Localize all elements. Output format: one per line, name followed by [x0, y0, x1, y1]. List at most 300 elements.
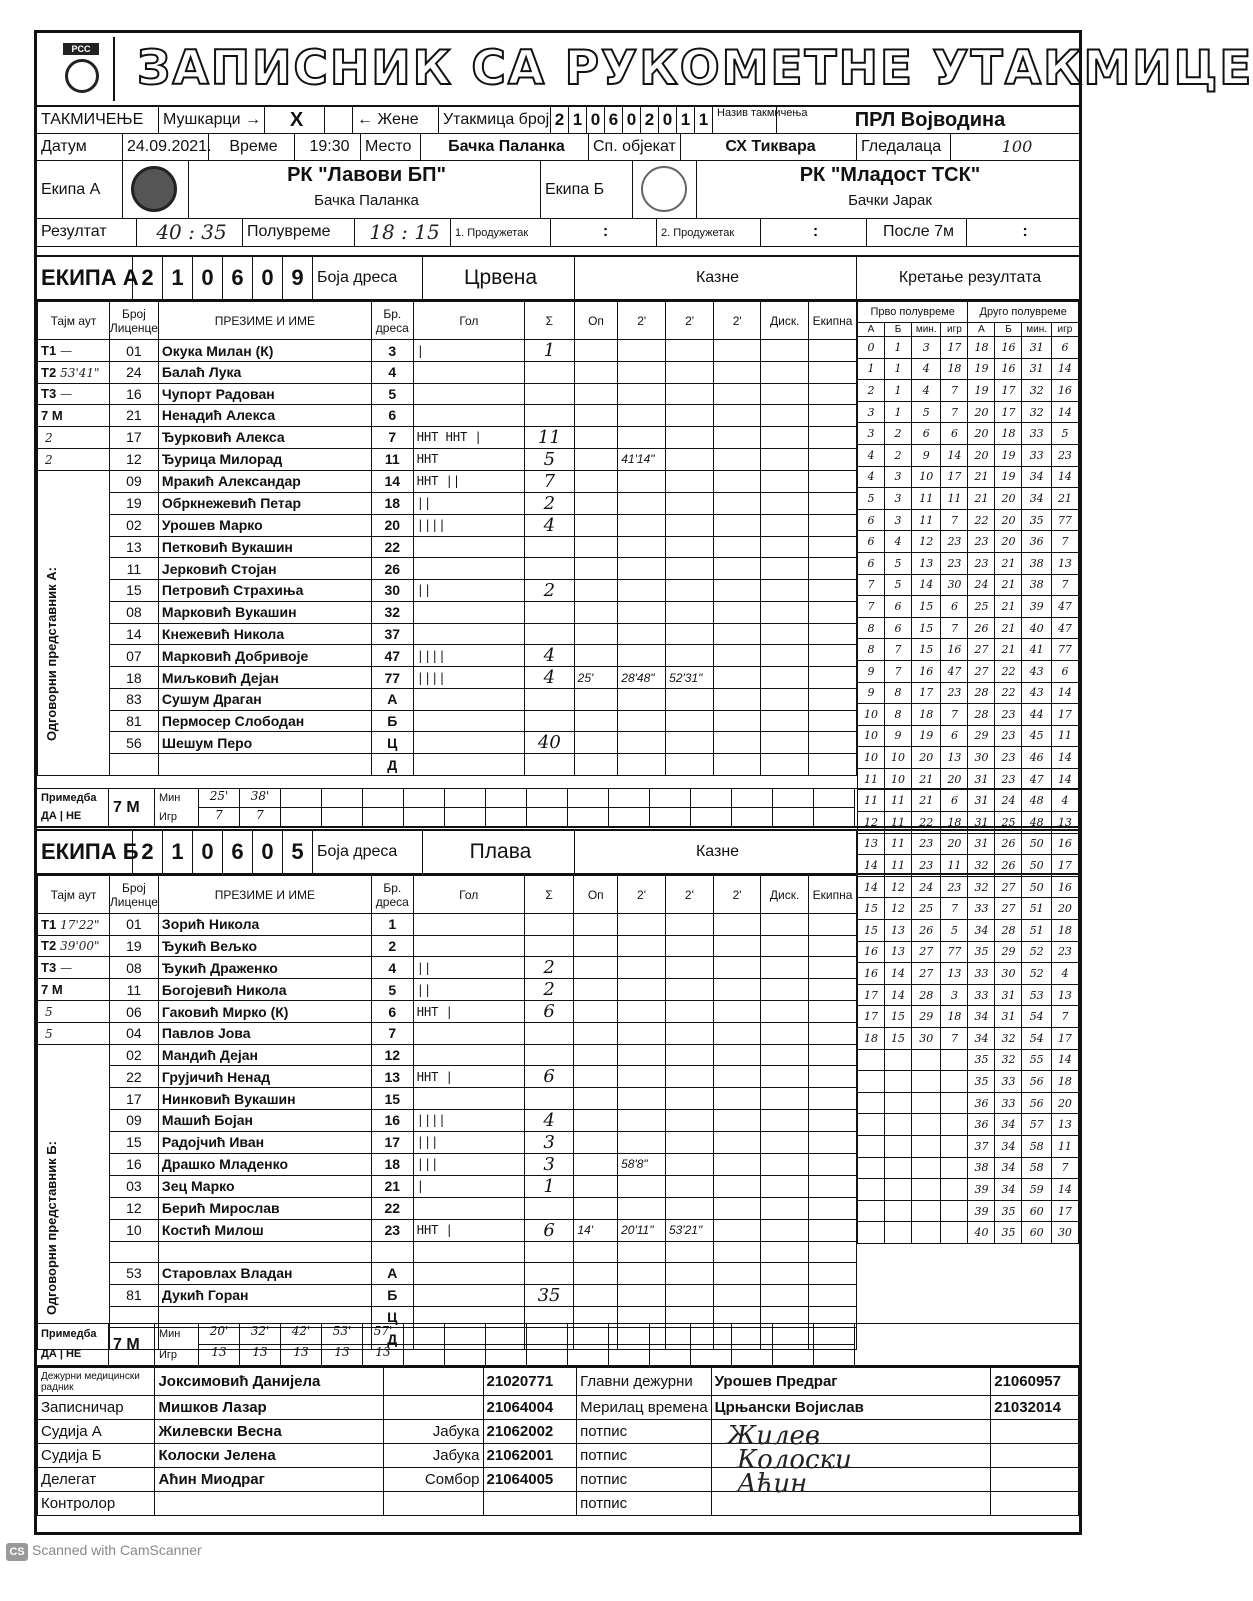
progress-cell: 32 — [995, 1028, 1022, 1050]
progress-cell: 11 — [1051, 1135, 1078, 1157]
player-jersey: 32 — [371, 601, 413, 623]
official-license: 21064005 — [483, 1468, 577, 1492]
progress-cell: 23 — [941, 552, 968, 574]
progress-cell: 7 — [1051, 531, 1078, 553]
progress-cell: 14 — [885, 963, 912, 985]
player-lic: 02 — [109, 514, 158, 536]
player-team-penalty — [809, 492, 857, 514]
progress-cell — [885, 1179, 912, 1201]
player-name: Гаковић Мирко (К) — [158, 1001, 371, 1023]
player-lic: 16 — [109, 1153, 158, 1175]
player-warning — [574, 1241, 618, 1263]
progress-cell: 32 — [968, 855, 995, 877]
progress-cell: 17 — [858, 984, 885, 1006]
player-jersey: 18 — [371, 492, 413, 514]
federation-logo — [45, 37, 115, 101]
player-two-min-1 — [618, 1284, 666, 1306]
progress-cell — [912, 1092, 941, 1114]
player-name: Нинковић Вукашин — [158, 1088, 371, 1110]
team-b-remark-row — [37, 1323, 1079, 1367]
men-mark: X — [265, 107, 325, 133]
player-name: Петковић Вукашин — [158, 536, 371, 558]
seven-m-minute: 42' — [281, 1324, 321, 1345]
player-sum — [524, 1197, 574, 1219]
table-row — [38, 1044, 857, 1066]
player-two-min-3 — [714, 536, 761, 558]
progress-cell: 14 — [1051, 401, 1078, 423]
progress-cell: 6 — [941, 423, 968, 445]
progress-cell: 6 — [858, 552, 885, 574]
player-warning — [574, 340, 618, 362]
player-sum: 40 — [525, 732, 575, 754]
progress-row — [858, 358, 1079, 380]
player-two-min-2 — [665, 1088, 713, 1110]
progress-cell — [885, 1114, 912, 1136]
table-row — [38, 1066, 857, 1088]
player-goals — [413, 536, 524, 558]
progress-cell: 10 — [858, 704, 885, 726]
player-two-min-1 — [618, 1023, 666, 1045]
progress-cell: 5 — [941, 920, 968, 942]
progress-cell: 18 — [941, 358, 968, 380]
progress-cell: 23 — [941, 531, 968, 553]
player-two-min-3 — [714, 405, 761, 427]
player-team-penalty — [809, 914, 857, 936]
progress-cell: 60 — [1022, 1200, 1051, 1222]
player-two-min-1 — [618, 645, 666, 667]
player-jersey: А — [371, 689, 413, 711]
column-header: 2' — [713, 876, 760, 914]
table-row — [38, 1023, 857, 1045]
player-lic: 15 — [109, 579, 158, 601]
spacer — [325, 107, 353, 133]
progress-cell: 26 — [995, 833, 1022, 855]
player-lic: 21 — [109, 405, 158, 427]
progress-column-header: Б — [885, 323, 912, 337]
player-sum: 11 — [525, 426, 575, 448]
player-two-min-2 — [665, 935, 713, 957]
progress-cell: 20 — [941, 833, 968, 855]
player-goals — [413, 1023, 524, 1045]
progress-cell: 3 — [885, 466, 912, 488]
seven-m-player: 13 — [334, 1344, 350, 1359]
progress-cell: 13 — [1051, 1114, 1078, 1136]
player-jersey: Д — [371, 754, 413, 776]
match-no-label: Утакмица број — [439, 107, 551, 133]
column-header: 2' — [665, 876, 713, 914]
player-two-min-3 — [713, 1263, 760, 1285]
player-warning — [574, 1066, 618, 1088]
progress-cell: 17 — [995, 380, 1022, 402]
progress-cell: 43 — [1022, 682, 1051, 704]
player-disq — [761, 601, 809, 623]
progress-cell: 15 — [885, 1028, 912, 1050]
progress-cell: 32 — [1022, 380, 1051, 402]
progress-cell — [885, 1222, 912, 1244]
column-header: Број Лиценце — [109, 876, 158, 914]
player-goals: HHT | — [413, 1001, 524, 1023]
progress-cell: 31 — [968, 768, 995, 790]
player-two-min-1 — [618, 1175, 666, 1197]
player-warning — [574, 405, 618, 427]
progress-row — [858, 1092, 1079, 1114]
progress-cell: 10 — [858, 747, 885, 769]
timeout-value: — — [60, 387, 73, 402]
progress-cell: 50 — [1022, 855, 1051, 877]
progress-cell: 17 — [912, 682, 941, 704]
progress-cell: 33 — [995, 1092, 1022, 1114]
player-warning — [574, 426, 618, 448]
team-b-name: РК "Младост ТСК" — [799, 164, 981, 186]
player-disq — [761, 935, 809, 957]
half-score: 18 : 15 — [355, 219, 451, 246]
column-header: Диск. — [761, 876, 809, 914]
player-disq — [761, 754, 809, 776]
player-jersey: Д — [371, 1328, 413, 1350]
progress-cell: 30 — [912, 1028, 941, 1050]
player-team-penalty — [809, 448, 857, 470]
player-disq — [761, 1241, 809, 1263]
progress-cell: 27 — [968, 639, 995, 661]
progress-row — [858, 488, 1079, 510]
player-two-min-3 — [714, 426, 761, 448]
player-disq — [761, 1153, 809, 1175]
table-header — [38, 876, 857, 914]
progress-cell: 40 — [1022, 617, 1051, 639]
player-two-min-2 — [666, 514, 714, 536]
player-sum — [525, 754, 575, 776]
progress-cell: 54 — [1022, 1006, 1051, 1028]
player-warning — [574, 1197, 618, 1219]
progress-cell: 19 — [995, 466, 1022, 488]
player-lic: 14 — [109, 623, 158, 645]
player-name: Обркнежевић Петар — [158, 492, 371, 514]
progress-cell: 20 — [912, 747, 941, 769]
player-warning — [574, 1263, 618, 1285]
player-team-penalty — [809, 579, 857, 601]
progress-cell: 11 — [885, 855, 912, 877]
column-header: 2' — [618, 876, 666, 914]
seven-m-cell — [363, 1324, 404, 1365]
player-two-min-1 — [618, 426, 666, 448]
match-number-digit: 1 — [569, 107, 587, 133]
player-two-min-3 — [714, 514, 761, 536]
progress-subheader — [858, 323, 1079, 337]
progress-cell: 6 — [885, 596, 912, 618]
progress-cell: 51 — [1022, 920, 1051, 942]
timeout-cell — [38, 448, 110, 470]
referee-b-signature: Колоски — [737, 1445, 852, 1475]
progress-cell: 14 — [1051, 768, 1078, 790]
player-disq — [761, 1088, 809, 1110]
player-name: Петровић Страхиња — [158, 579, 371, 601]
player-two-min-1 — [618, 536, 666, 558]
player-disq — [761, 1175, 809, 1197]
progress-cell: 23 — [912, 833, 941, 855]
progress-cell: 20 — [968, 423, 995, 445]
player-sum — [525, 710, 575, 732]
player-goals — [413, 1197, 524, 1219]
progress-cell: 11 — [885, 833, 912, 855]
progress-cell: 7 — [941, 704, 968, 726]
progress-cell: 32 — [968, 876, 995, 898]
table-row — [38, 689, 857, 711]
venue-label: Сп. објекат — [589, 134, 681, 160]
player-lic: 08 — [109, 601, 158, 623]
progress-row — [858, 1028, 1079, 1050]
player-two-min-1 — [618, 979, 666, 1001]
progress-cell: 41 — [1022, 639, 1051, 661]
progress-cell: 16 — [1051, 833, 1078, 855]
progress-cell: 23 — [1051, 941, 1078, 963]
official-row — [38, 1492, 1079, 1516]
team-code-digit: 0 — [193, 257, 223, 299]
progress-cell: 77 — [1051, 639, 1078, 661]
table-row — [38, 1001, 857, 1023]
player-sum: 2 — [525, 579, 575, 601]
player-two-min-2: 52'31" — [666, 667, 714, 689]
player-disq — [761, 579, 809, 601]
player-name: Ђурица Милорад — [158, 448, 371, 470]
seven-m-minute: 57' — [363, 1324, 403, 1345]
player-two-min-1 — [618, 1241, 666, 1263]
player-team-penalty — [809, 645, 857, 667]
place-label: Место — [361, 134, 421, 160]
progress-cell: 7 — [941, 1028, 968, 1050]
player-two-min-3 — [714, 448, 761, 470]
player-lic: 83 — [109, 689, 158, 711]
player-name: Машић Бојан — [158, 1109, 371, 1131]
timeout-value: 53'41" — [60, 365, 100, 380]
player-goals: HHT HHT | — [413, 426, 524, 448]
player-two-min-2 — [665, 1044, 713, 1066]
player-warning — [574, 1088, 618, 1110]
player-two-min-2 — [666, 492, 714, 514]
player-two-min-2 — [665, 1153, 713, 1175]
progress-cell: 33 — [1022, 444, 1051, 466]
player-warning — [574, 1284, 618, 1306]
player-jersey: 6 — [371, 1001, 413, 1023]
player-warning — [574, 514, 618, 536]
player-sum: 3 — [524, 1131, 574, 1153]
match-number-digit: 1 — [695, 107, 713, 133]
player-two-min-2 — [666, 470, 714, 492]
progress-cell: 27 — [995, 898, 1022, 920]
progress-cell: 20 — [941, 768, 968, 790]
progress-cell: 17 — [995, 401, 1022, 423]
player-warning — [574, 732, 618, 754]
table-row — [38, 514, 857, 536]
progress-cell: 21 — [995, 617, 1022, 639]
match-number-digit: 2 — [551, 107, 569, 133]
player-two-min-1: 20'11" — [618, 1219, 666, 1241]
seven-m-minute — [773, 789, 813, 808]
team-a-info — [189, 161, 541, 218]
player-two-min-2 — [665, 914, 713, 936]
progress-cell — [912, 1135, 941, 1157]
progress-cell: 9 — [912, 444, 941, 466]
player-disq — [761, 979, 809, 1001]
player-goals — [413, 754, 524, 776]
progress-cell — [858, 1114, 885, 1136]
seven-m-player: 7 — [256, 807, 264, 822]
team-a-logo — [123, 161, 189, 218]
progress-cell: 29 — [912, 1006, 941, 1028]
progress-cell: 23 — [941, 876, 968, 898]
player-team-penalty — [809, 979, 857, 1001]
table-row — [38, 601, 857, 623]
progress-cell — [885, 1092, 912, 1114]
player-lic: 09 — [109, 1109, 158, 1131]
player-two-min-1 — [618, 579, 666, 601]
column-header: Тајм аут — [38, 302, 110, 340]
official-license-2 — [991, 1468, 1079, 1492]
progress-cell: 33 — [968, 963, 995, 985]
player-disq — [761, 558, 809, 580]
player-disq — [761, 426, 809, 448]
player-goals: | — [413, 340, 524, 362]
player-two-min-1 — [618, 1263, 666, 1285]
progress-cell: 33 — [968, 898, 995, 920]
player-lic: 03 — [109, 1175, 158, 1197]
remark-yes: ДА — [41, 1348, 57, 1360]
player-goals — [413, 935, 524, 957]
seven-m-cell — [691, 1324, 732, 1365]
player-jersey: 22 — [371, 536, 413, 558]
progress-cell: 47 — [1051, 617, 1078, 639]
official-role: Делегат — [38, 1468, 155, 1492]
progress-column-header: мин. — [1022, 323, 1051, 337]
player-two-min-1 — [618, 558, 666, 580]
player-name: Костић Милош — [158, 1219, 371, 1241]
timeout-value: — — [60, 344, 73, 358]
player-lic: 02 — [109, 1044, 158, 1066]
progress-cell — [941, 1157, 968, 1179]
player-lic: 16 — [109, 383, 158, 405]
player-name: Ђукић Драженко — [158, 957, 371, 979]
progress-row — [858, 898, 1079, 920]
seven-m-player: 13 — [211, 1344, 227, 1359]
timeout-value: 5 — [45, 1005, 53, 1020]
progress-cell: 15 — [912, 617, 941, 639]
player-two-min-3 — [713, 1109, 760, 1131]
player-two-min-2 — [665, 1175, 713, 1197]
player-two-min-3 — [713, 935, 760, 957]
column-header: Екипна — [809, 302, 857, 340]
player-disq — [761, 1219, 809, 1241]
teams-row — [37, 161, 1079, 219]
player-two-min-1 — [618, 492, 666, 514]
progress-cell: 6 — [1051, 660, 1078, 682]
progress-cell: 77 — [941, 941, 968, 963]
player-two-min-3 — [713, 1175, 760, 1197]
seven-m-minute — [773, 1324, 813, 1345]
player-warning — [574, 362, 618, 384]
player-two-min-2 — [666, 340, 714, 362]
timeout-cell — [38, 340, 110, 362]
player-name: Зец Марко — [158, 1175, 371, 1197]
progress-row — [858, 401, 1079, 423]
player-jersey: 77 — [371, 667, 413, 689]
player-name: Урошев Марко — [158, 514, 371, 536]
team-b-header — [37, 829, 1079, 875]
player-lic: 13 — [109, 536, 158, 558]
player-lic: 09 — [109, 470, 158, 492]
player-lic: 06 — [109, 1001, 158, 1023]
progress-cell: 14 — [858, 855, 885, 877]
progress-cell: 23 — [995, 768, 1022, 790]
column-header: Гол — [413, 876, 524, 914]
seven-m-cell — [199, 1324, 240, 1365]
seven-m-cell — [199, 789, 240, 826]
progress-cell: 18 — [858, 1028, 885, 1050]
progress-cell: 38 — [968, 1157, 995, 1179]
timeout-key: Т1 — [41, 916, 57, 932]
player-disq — [761, 1263, 809, 1285]
seven-m-minute — [445, 789, 485, 808]
progress-cell: 2 — [858, 380, 885, 402]
progress-cell: 36 — [1022, 531, 1051, 553]
player-warning — [574, 536, 618, 558]
player-lic: 08 — [109, 957, 158, 979]
min-label: Мин — [159, 1328, 181, 1340]
player-goals — [413, 405, 524, 427]
player-name — [158, 1241, 371, 1263]
timeout-cell — [38, 979, 110, 1001]
table-row — [38, 1263, 857, 1285]
player-two-min-1: 28'48" — [618, 667, 666, 689]
progress-cell: 1 — [885, 380, 912, 402]
player-two-min-3 — [714, 383, 761, 405]
progress-cell: 12 — [912, 531, 941, 553]
progress-row — [858, 747, 1079, 769]
seven-m-cell — [486, 789, 527, 826]
seven-m-minute — [568, 789, 608, 808]
timeout-key: Т3 — [41, 960, 57, 976]
player-name: Пермосер Слободан — [158, 710, 371, 732]
progress-cell: 17 — [941, 466, 968, 488]
column-header: Диск. — [761, 302, 809, 340]
player-warning — [574, 1023, 618, 1045]
result-score: 40 : 35 — [137, 219, 243, 246]
progress-cell — [858, 1135, 885, 1157]
progress-cell — [941, 1222, 968, 1244]
progress-cell: 34 — [995, 1179, 1022, 1201]
table-row — [38, 1131, 857, 1153]
official-name: Жилевски Весна — [155, 1420, 384, 1444]
progress-cell: 21 — [968, 488, 995, 510]
player-warning — [574, 1131, 618, 1153]
player-sum — [525, 405, 575, 427]
progress-row — [858, 1114, 1079, 1136]
player-two-min-3 — [713, 957, 760, 979]
progress-row — [858, 1200, 1079, 1222]
timeout-cell — [38, 426, 110, 448]
timeout-key: Т3 — [41, 386, 57, 402]
seven-m-minute — [732, 1324, 772, 1345]
progress-cell: 0 — [858, 337, 885, 359]
player-two-min-3 — [713, 1197, 760, 1219]
table-row — [38, 558, 857, 580]
progress-cell: 16 — [941, 639, 968, 661]
player-two-min-3 — [713, 1044, 760, 1066]
progress-cell: 6 — [941, 596, 968, 618]
progress-cell — [941, 1071, 968, 1093]
seven-m-minute — [691, 1324, 731, 1345]
official-name-2: Црњански Војислав — [711, 1396, 991, 1420]
team-representative — [38, 1044, 110, 1349]
progress-cell: 51 — [1022, 898, 1051, 920]
